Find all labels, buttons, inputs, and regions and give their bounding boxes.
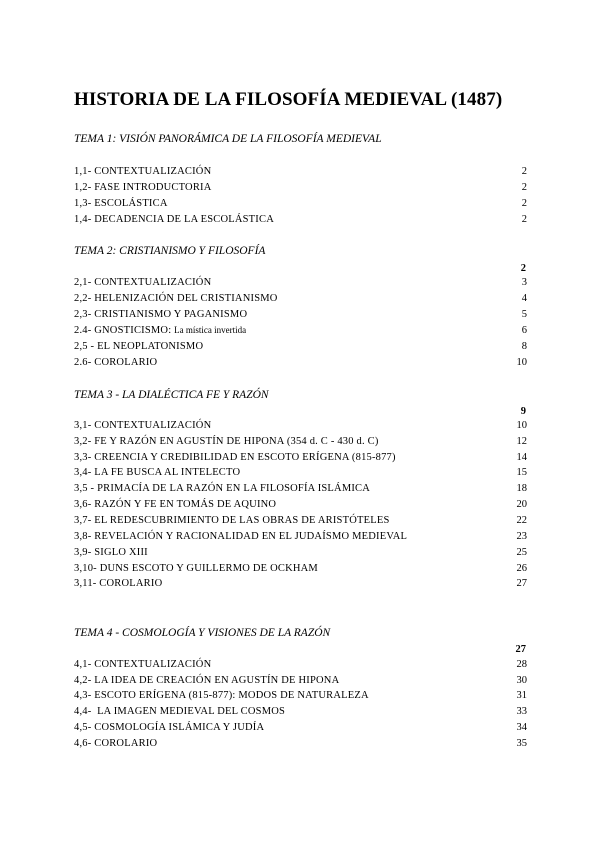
toc-entry-label: 3,9- SIGLO XIII: [74, 547, 148, 558]
toc-entry-page: 33: [516, 706, 527, 717]
toc-entry: [74, 277, 527, 292]
toc-entry-page: 10: [516, 420, 527, 431]
toc-entry: [74, 483, 527, 498]
toc-entry-page: 30: [516, 675, 527, 686]
toc-entry-page: 6: [521, 325, 527, 336]
section-heading-tema-3: TEMA 3 - LA DIALÉCTICA FE Y RAZÓN: [74, 389, 269, 401]
toc-entry: [74, 198, 527, 213]
section-extra-number: 9: [520, 406, 526, 417]
toc-entry-page: 2: [521, 198, 527, 209]
toc-entry-page: 23: [516, 531, 527, 542]
toc-entry-page: 12: [516, 436, 527, 447]
toc-entry-page: 25: [516, 547, 527, 558]
toc-entry-sublabel: La mística invertida: [174, 325, 247, 335]
toc-entry-page: 14: [516, 452, 527, 463]
toc-entry-page: 10: [516, 357, 527, 368]
document-title: HISTORIA DE LA FILOSOFÍA MEDIEVAL (1487): [74, 89, 503, 110]
toc-entry: [74, 467, 527, 482]
toc-entry: [74, 341, 527, 356]
toc-entry-label: 4,6- COROLARIO: [74, 738, 158, 749]
toc-entry: [74, 722, 527, 737]
toc-entry-label: 4,3- ESCOTO ERÍGENA (815-877): MODOS DE NATURALEZA: [74, 690, 369, 701]
toc-entry-label: 3,1- CONTEXTUALIZACIÓN: [74, 420, 212, 431]
toc-entry-page: 15: [516, 467, 527, 478]
toc-entry-page: 8: [521, 341, 527, 352]
section-heading-tema-1: TEMA 1: VISIÓN PANORÁMICA DE LA FILOSOFÍA MEDIEVAL: [74, 133, 382, 145]
toc-entry-page: 28: [516, 659, 527, 670]
toc-entry: [74, 563, 527, 578]
toc-entry-page: 3: [521, 277, 527, 288]
toc-entry: [74, 325, 527, 340]
toc-entry: [74, 214, 527, 229]
section-extra-number: 27: [515, 644, 526, 655]
toc-entry-label: 2,5 - EL NEOPLATONISMO: [74, 341, 204, 352]
toc-entry: [74, 166, 527, 181]
toc-entry: [74, 357, 527, 372]
toc-entry-label: 4,2- LA IDEA DE CREACIÓN EN AGUSTÍN DE HIPONA: [74, 675, 340, 686]
toc-entry-page: 35: [516, 738, 527, 749]
toc-entry: [74, 675, 527, 690]
toc-entry-label: 4,4- LA IMAGEN MEDIEVAL DEL COSMOS: [74, 706, 286, 717]
toc-entry: [74, 547, 527, 562]
toc-entry-page: 5: [521, 309, 527, 320]
toc-entry-label: 3,6- RAZÓN Y FE EN TOMÁS DE AQUINO: [74, 499, 277, 510]
toc-entry-page: 26: [516, 563, 527, 574]
toc-entry-label: 3,4- LA FE BUSCA AL INTELECTO: [74, 467, 241, 478]
toc-entry-page: 34: [516, 722, 527, 733]
toc-entry-label: 2,1- CONTEXTUALIZACIÓN: [74, 277, 212, 288]
section-heading-tema-2: TEMA 2: CRISTIANISMO Y FILOSOFÍA: [74, 245, 266, 257]
toc-entry: [74, 706, 527, 721]
toc-entry-label: 2.6- COROLARIO: [74, 357, 158, 368]
toc-entry-label: 3,10- DUNS ESCOTO Y GUILLERMO DE OCKHAM: [74, 563, 318, 574]
toc-entry-label: 4,1- CONTEXTUALIZACIÓN: [74, 659, 212, 670]
toc-entry: [74, 499, 527, 514]
toc-entry: [74, 309, 527, 324]
toc-entry-page: 18: [516, 483, 527, 494]
toc-entry-page: 27: [516, 578, 527, 589]
toc-entry-label: 1,1- CONTEXTUALIZACIÓN: [74, 166, 212, 177]
toc-entry: [74, 578, 527, 593]
section-heading-tema-4: TEMA 4 - COSMOLOGÍA Y VISIONES DE LA RAZÓN: [74, 627, 331, 639]
toc-entry-page: 22: [516, 515, 527, 526]
toc-entry: [74, 182, 527, 197]
toc-entry-page: 20: [516, 499, 527, 510]
toc-entry-page: 4: [521, 293, 527, 304]
toc-entry-page: 2: [521, 182, 527, 193]
toc-entry: [74, 420, 527, 435]
toc-entry-label: 1,2- FASE INTRODUCTORIA: [74, 182, 212, 193]
toc-entry-page: 2: [521, 166, 527, 177]
toc-entry-label: 3,3- CREENCIA Y CREDIBILIDAD EN ESCOTO ERÍGENA (815-877): [74, 452, 396, 463]
toc-entry: [74, 293, 527, 308]
toc-entry-label: 1,3- ESCOLÁSTICA: [74, 198, 168, 209]
toc-entry-label: 3,8- REVELACIÓN Y RACIONALIDAD EN EL JUDAÍSMO MEDIEVAL: [74, 531, 408, 542]
toc-entry-label: 4,5- COSMOLOGÍA ISLÁMICA Y JUDÍA: [74, 722, 265, 733]
toc-entry: [74, 452, 527, 467]
toc-entry-label: 3,2- FE Y RAZÓN EN AGUSTÍN DE HIPONA (354 d. C - 430 d. C): [74, 436, 379, 447]
toc-entry: [74, 515, 527, 530]
toc-entry-label: 3,5 - PRIMACÍA DE LA RAZÓN EN LA FILOSOFÍA ISLÁMICA: [74, 483, 371, 494]
toc-entry-label: 1,4- DECADENCIA DE LA ESCOLÁSTICA: [74, 214, 274, 225]
toc-entry: [74, 659, 527, 674]
toc-entry-label: 3,11- COROLARIO: [74, 578, 163, 589]
toc-entry-page: 2: [521, 214, 527, 225]
section-extra-number: 2: [520, 263, 526, 274]
toc-entry: [74, 436, 527, 451]
toc-entry-label: 2,3- CRISTIANISMO Y PAGANISMO: [74, 309, 248, 320]
toc-entry-label: 2.4- GNOSTICISMO:: [74, 325, 172, 336]
toc-entry-label: 2,2- HELENIZACIÓN DEL CRISTIANISMO: [74, 293, 278, 304]
toc-entry-label: 3,7- EL REDESCUBRIMIENTO DE LAS OBRAS DE ARISTÓTELES: [74, 515, 390, 526]
toc-entry: [74, 738, 527, 753]
toc-entry-page: 31: [516, 690, 527, 701]
toc-entry: [74, 690, 527, 705]
toc-entry: [74, 531, 527, 546]
